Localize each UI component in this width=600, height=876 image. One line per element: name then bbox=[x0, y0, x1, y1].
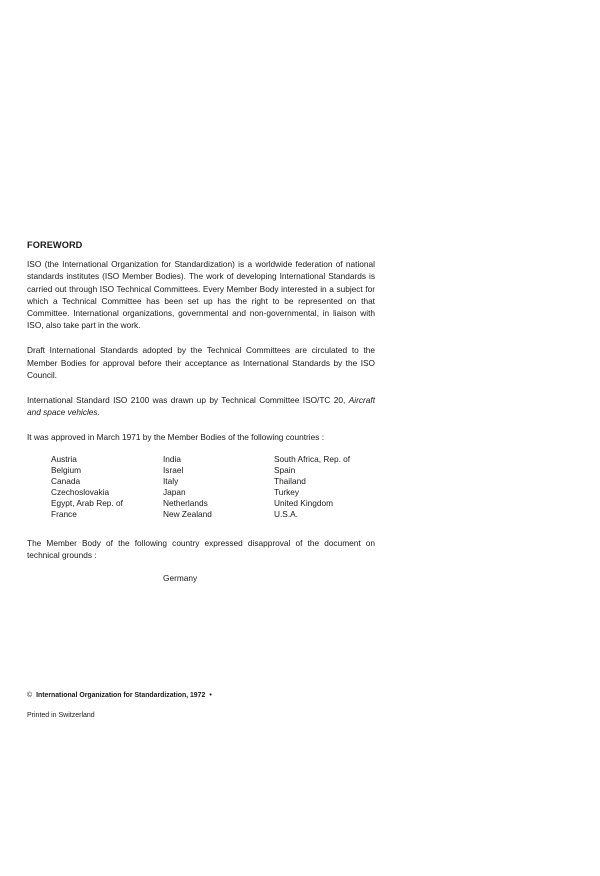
foreword-paragraph-standard bbox=[27, 394, 375, 418]
foreword-paragraph-disapproval: The Member Body of the following country expressed disapproval of the document on technical grounds : bbox=[27, 538, 375, 561]
copyright-text: International Organization for Standardization, 1972 bbox=[36, 692, 206, 699]
foreword-paragraph-approval: It was approved in March 1971 by the Member Bodies of the following countries : bbox=[27, 432, 325, 443]
copyright-line bbox=[27, 692, 212, 699]
country-item: New Zealand bbox=[163, 509, 212, 520]
committee-title: Aircraft and space vehicles. bbox=[27, 395, 375, 418]
foreword-paragraph-drafts: Draft International Standards adopted by the Technical Committees are circulated to the Member Bodies for approval before their acceptance as International Standards by the ISO Council. bbox=[27, 345, 375, 380]
disapproving-country: Germany bbox=[163, 572, 198, 583]
approving-countries-list bbox=[51, 454, 375, 521]
country-item: Israel bbox=[163, 464, 184, 475]
country-item: France bbox=[51, 509, 77, 520]
country-item: Netherlands bbox=[163, 498, 208, 509]
country-item: U.S.A. bbox=[274, 509, 298, 520]
country-item: Austria bbox=[51, 453, 77, 464]
country-item: Canada bbox=[51, 475, 81, 486]
copyright-bullet: • bbox=[209, 692, 212, 699]
foreword-heading: FOREWORD bbox=[27, 240, 83, 250]
country-item: Italy bbox=[163, 475, 179, 486]
standard-text: International Standard ISO 2100 was drawn up by Technical Committee ISO/TC 20, bbox=[27, 395, 349, 406]
country-item: India bbox=[163, 453, 181, 464]
country-item: Turkey bbox=[274, 486, 300, 497]
copyright-symbol: © bbox=[27, 692, 33, 699]
country-item: United Kingdom bbox=[274, 498, 334, 509]
country-item: Thailand bbox=[274, 475, 306, 486]
country-item: Spain bbox=[274, 464, 296, 475]
country-item: South Africa, Rep. of bbox=[274, 453, 351, 464]
country-item: Egypt, Arab Rep. of bbox=[51, 498, 123, 509]
country-item: Belgium bbox=[51, 464, 81, 475]
country-item: Japan bbox=[163, 486, 186, 497]
foreword-section bbox=[27, 239, 375, 584]
country-item: Czechoslovakia bbox=[51, 486, 110, 497]
foreword-paragraph-iso: ISO (the International Organization for Standardization) is a worldwide federation of national standards institutes (ISO Member Bodies). The work of developing International Standards is carried out through ISO Technical Committees. Every Member Body interested in a subject for which a Technical Committee has been set up has the right to be represented on that Committee. International organizations, governmental and non-governmental, in liaison with ISO, also take part in the work. bbox=[27, 259, 375, 331]
printed-location: Printed in Switzerland bbox=[27, 712, 95, 719]
